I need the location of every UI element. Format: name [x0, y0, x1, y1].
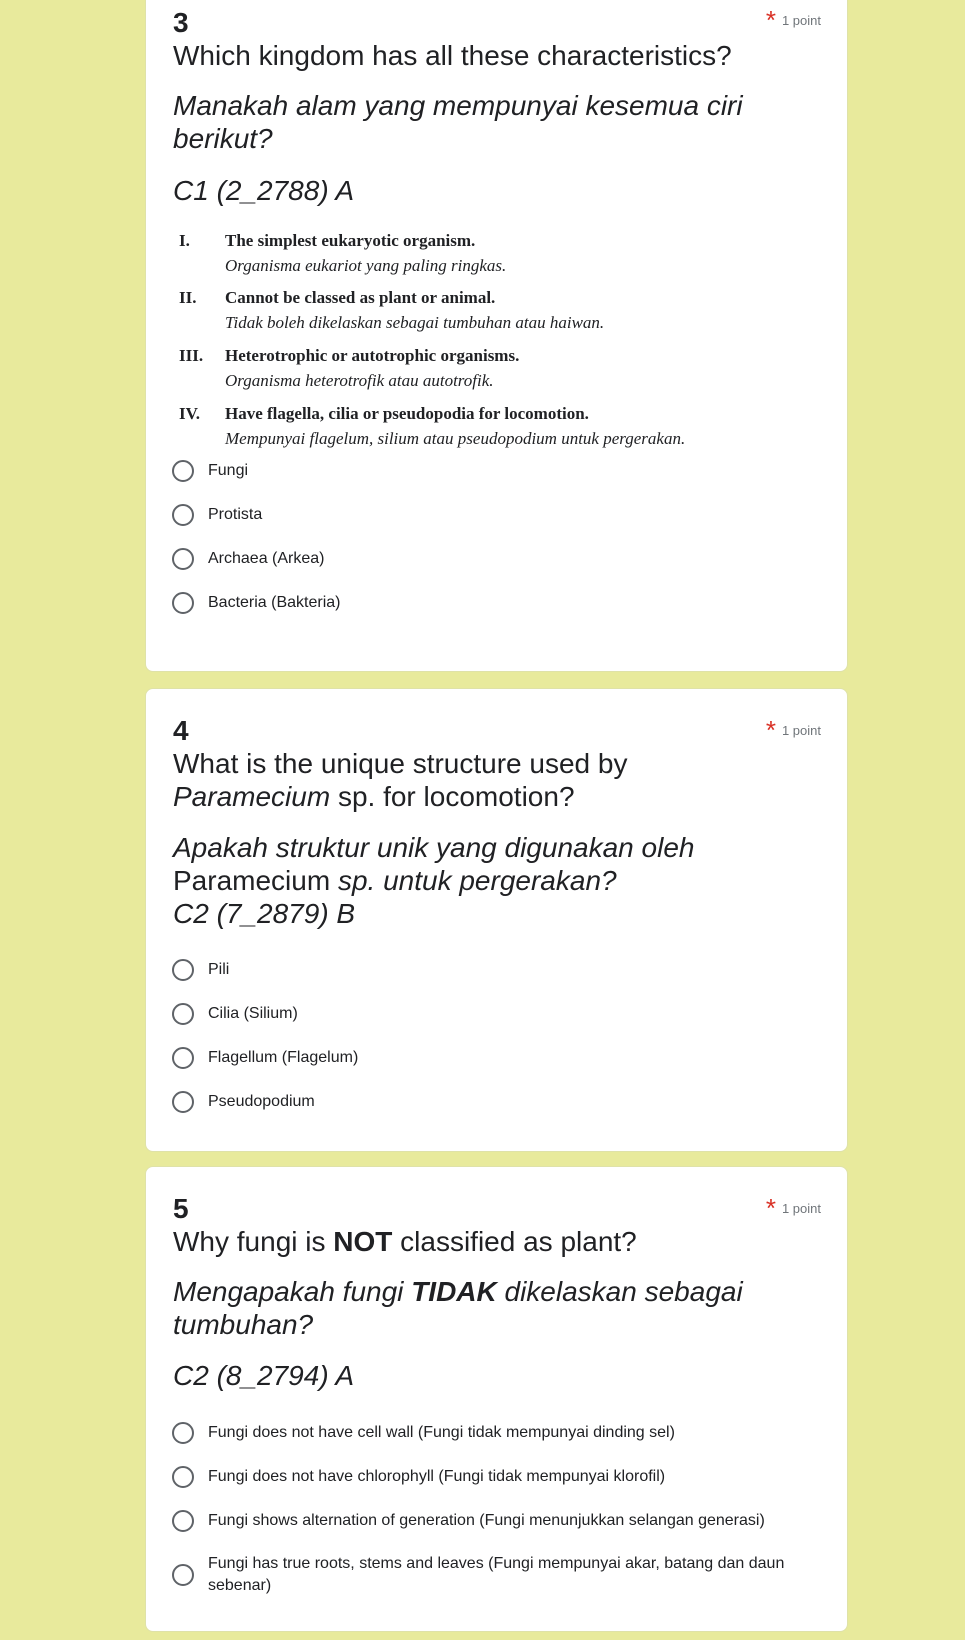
points-text: 1 point: [781, 12, 821, 28]
option-bacteria[interactable]: Bacteria (Bakteria): [172, 592, 817, 614]
question-code: C2 (8_2794) A: [173, 1360, 355, 1391]
radio-button[interactable]: [172, 460, 194, 482]
question-code: C1 (2_2788) A: [173, 175, 355, 206]
radio-button[interactable]: [172, 1003, 194, 1025]
question-title-en: What is the unique structure used by Paramecium sp. for locomotion?: [173, 748, 628, 812]
option-pseudopodium[interactable]: Pseudopodium: [172, 1091, 817, 1113]
question-title-ms: Apakah struktur unik yang digunakan oleh Paramecium sp. untuk pergerakan?: [173, 832, 695, 896]
option-flagellum[interactable]: Flagellum (Flagelum): [172, 1047, 817, 1069]
option-pili[interactable]: Pili: [172, 959, 817, 981]
option-cilia[interactable]: Cilia (Silium): [172, 1003, 817, 1025]
option-chlorophyll[interactable]: Fungi does not have chlorophyll (Fungi tidak mempunyai klorofil): [172, 1466, 817, 1488]
question-number: 4: [173, 715, 189, 746]
radio-button[interactable]: [172, 1564, 194, 1586]
radio-button[interactable]: [172, 504, 194, 526]
radio-button[interactable]: [172, 1466, 194, 1488]
points-label: [766, 7, 821, 33]
option-alternation[interactable]: Fungi shows alternation of generation (Fungi menunjukkan selangan generasi): [172, 1510, 817, 1532]
question-card-4: [145, 688, 848, 1152]
radio-button[interactable]: [172, 592, 194, 614]
question-card-3: 3 * 1 point Which kingdom has all these characteristics? Manakah alam yang mempunyai kesemua ciri berikut? C1 (2_2788) A I. The simplest eukaryotic organism. Organisma eukariot yang paling ringkas. II. Cannot be classed as plant or animal. Tidak boleh dikelaskan sebagai tumbuhan atau haiwan. III. Heterotrophic or autotrophic organisms. Organisma heterotrofik atau autotrofik. IV. Have flagella, cilia or pseudopodia for locomotion. Mempunyai flagelum, silium atau pseudopodium untuk pergerakan. Fungi Protista Archaea (Arkea) Bacteria (Bakteria): [145, 0, 848, 672]
question-card-5: [145, 1166, 848, 1632]
option-cell-wall[interactable]: Fungi does not have cell wall (Fungi tidak mempunyai dinding sel): [172, 1422, 817, 1444]
option-protista[interactable]: Protista: [172, 504, 817, 526]
radio-button[interactable]: [172, 959, 194, 981]
question-code: C2 (7_2879) B: [173, 898, 356, 929]
required-star-icon: *: [765, 1193, 776, 1223]
radio-button[interactable]: [172, 548, 194, 570]
points-label: [766, 1195, 821, 1221]
radio-button[interactable]: [172, 1422, 194, 1444]
question-number: 5: [173, 1193, 189, 1224]
question-title-ms: Mengapakah fungi TIDAK dikelaskan sebagai tumbuhan?: [173, 1276, 743, 1340]
required-star-icon: *: [765, 715, 776, 745]
question-title-en: Which kingdom has all these characteristics?: [173, 40, 732, 71]
option-fungi[interactable]: Fungi: [172, 460, 817, 482]
radio-button[interactable]: [172, 1091, 194, 1113]
points-text: 1 point: [781, 722, 821, 738]
points-label: [766, 717, 821, 743]
radio-button[interactable]: [172, 1047, 194, 1069]
question-title-ms: Manakah alam yang mempunyai kesemua ciri berikut?: [173, 90, 743, 154]
question-title-en: Why fungi is NOT classified as plant?: [173, 1226, 637, 1257]
points-text: 1 point: [781, 1200, 821, 1216]
option-archaea[interactable]: Archaea (Arkea): [172, 548, 817, 570]
option-true-roots[interactable]: Fungi has true roots, stems and leaves (Fungi mempunyai akar, batang dan daun sebenar): [172, 1553, 817, 1597]
required-star-icon: *: [765, 5, 776, 35]
radio-button[interactable]: [172, 1510, 194, 1532]
question-number: 3: [173, 7, 189, 38]
